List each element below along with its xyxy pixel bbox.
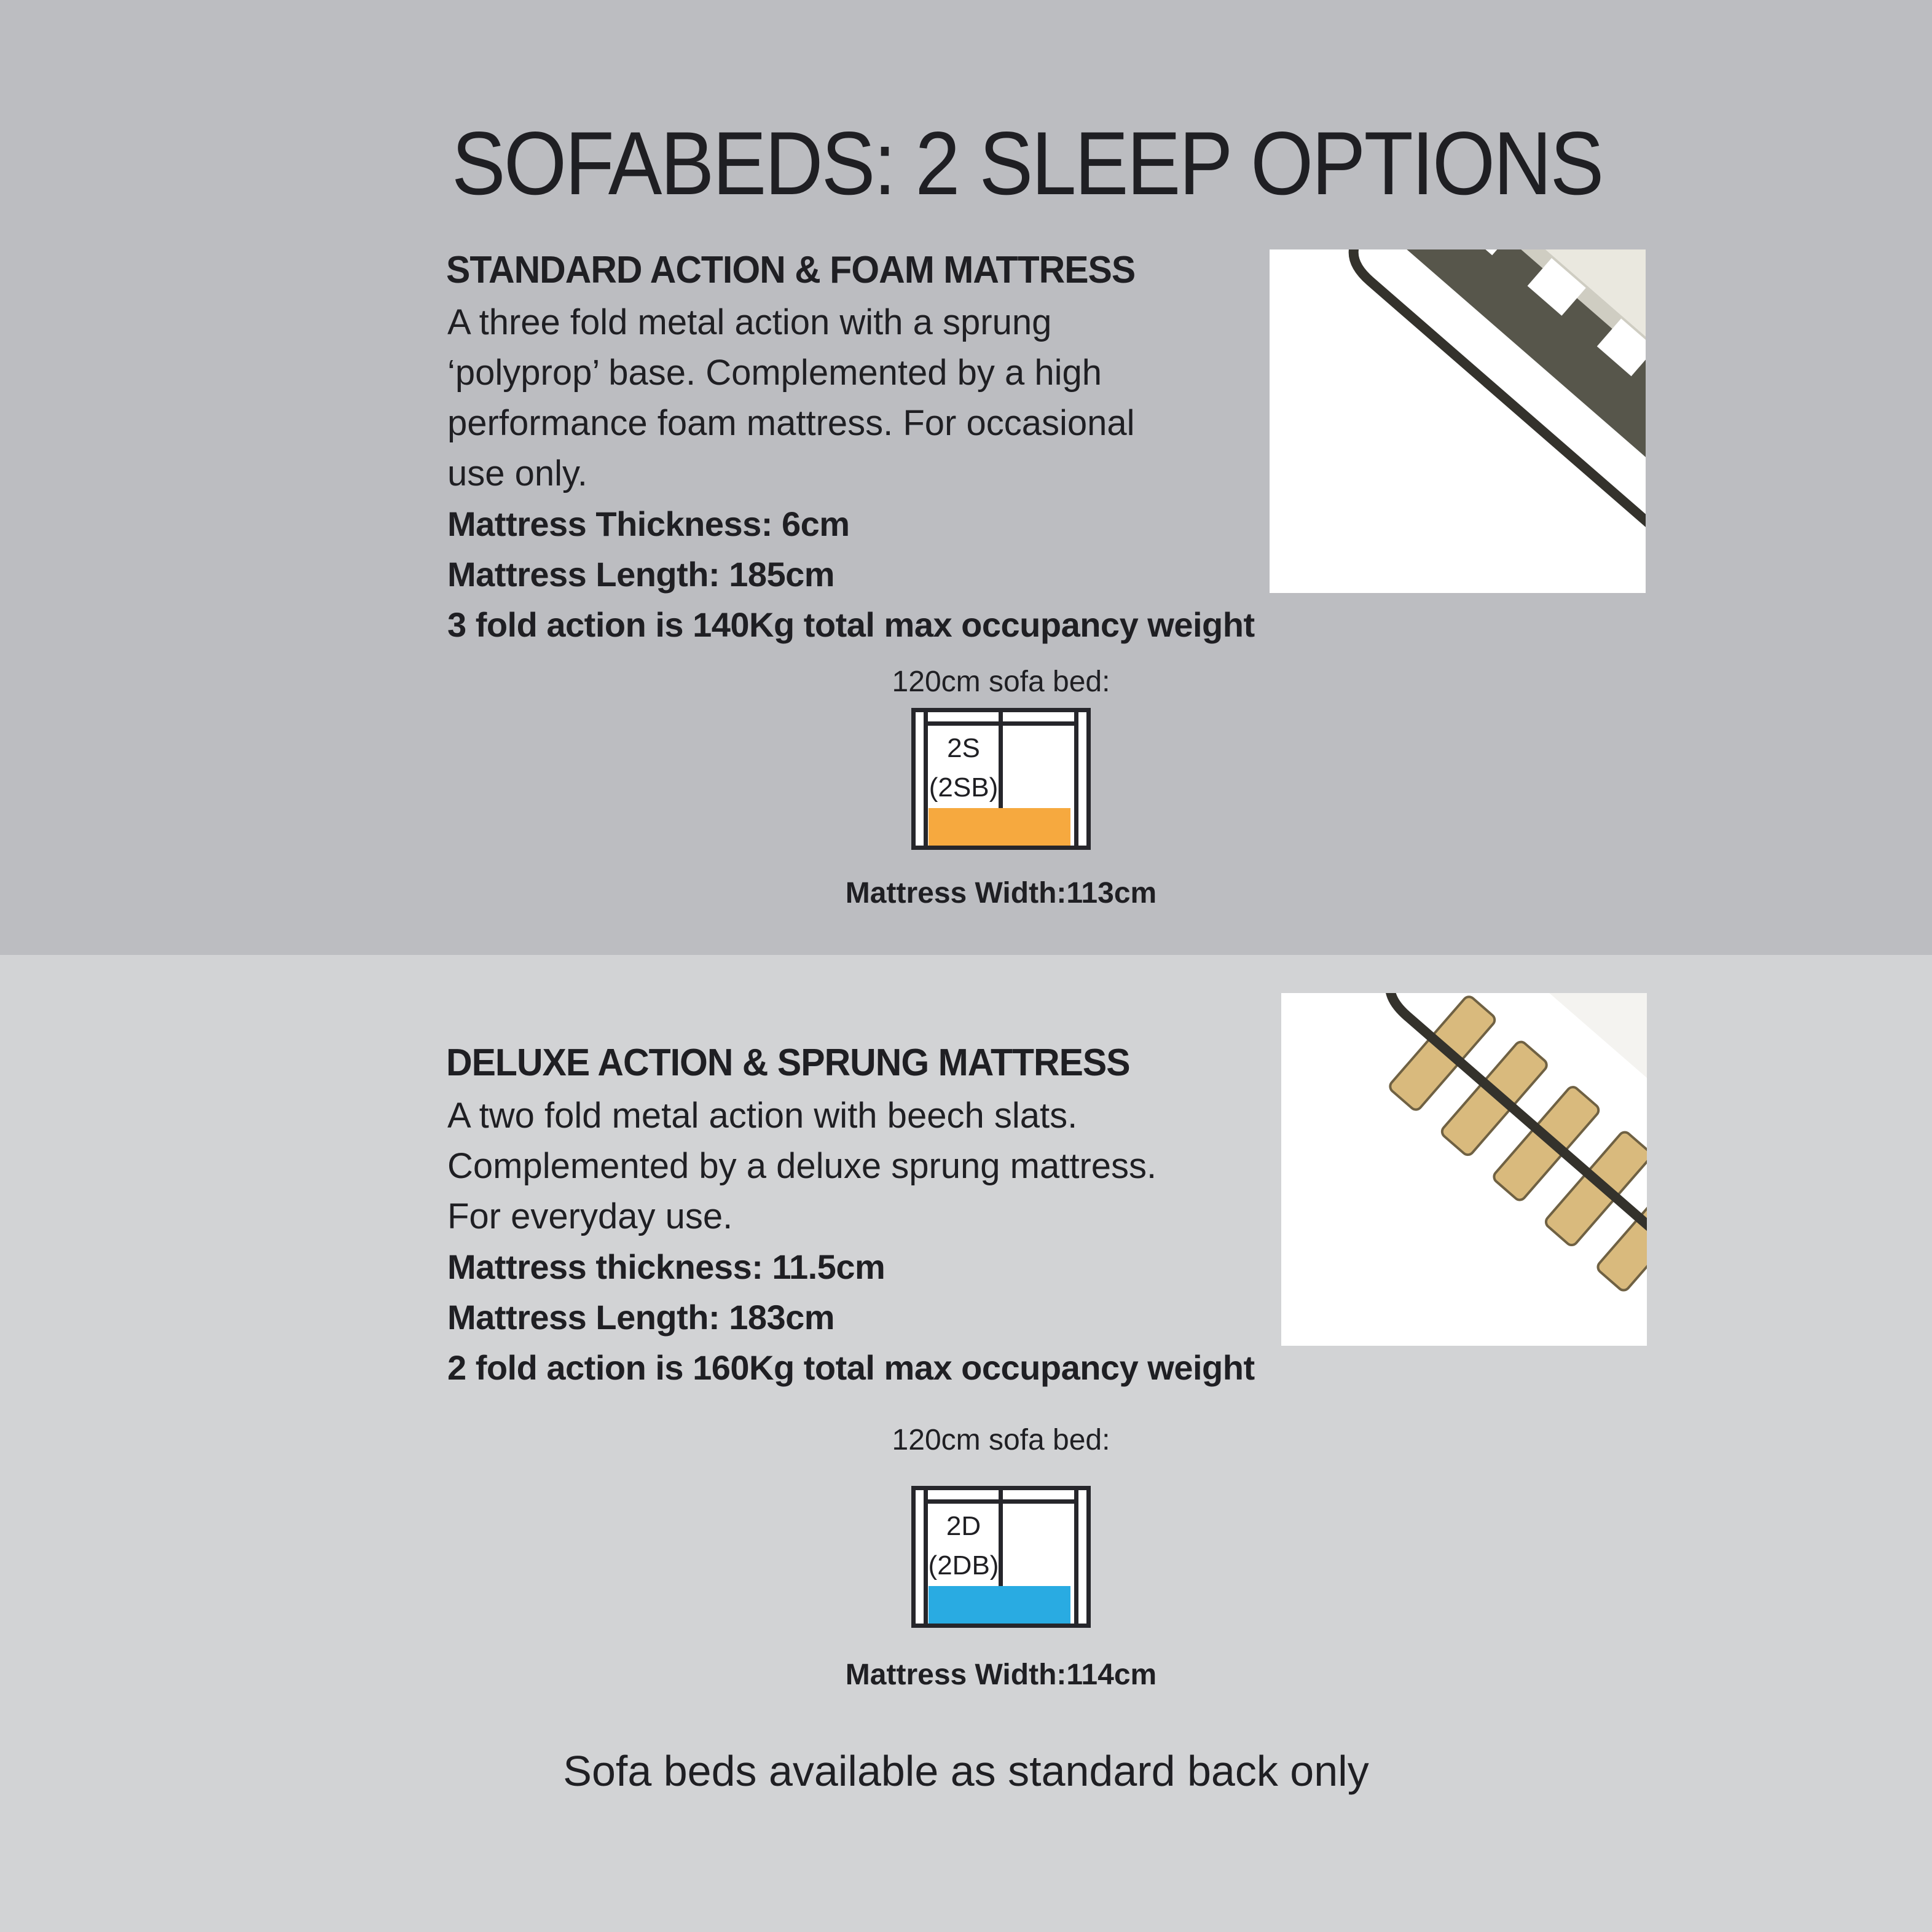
description-line: A two fold metal action with beech slats. — [447, 1096, 1078, 1136]
standard-action-photo — [1270, 249, 1646, 593]
diagram-code-variant: (2SB) — [929, 772, 999, 803]
diagram-label: 120cm sofa bed: — [892, 1424, 1110, 1456]
section-heading-standard: STANDARD ACTION & FOAM MATTRESS — [446, 249, 1136, 291]
spec-mattress-thickness: Mattress Thickness: 6cm — [447, 505, 850, 543]
diagram-right-arm-line — [1074, 712, 1078, 846]
spec-max-occupancy: 2 fold action is 160Kg total max occupancy weight — [447, 1348, 1255, 1387]
description-line: A three fold metal action with a sprung — [447, 302, 1052, 342]
diagram-right-arm-line — [1074, 1490, 1078, 1624]
spec-max-occupancy: 3 fold action is 140Kg total max occupancy weight — [447, 605, 1255, 644]
footer-note: Sofa beds available as standard back only — [563, 1747, 1369, 1795]
description-line: performance foam mattress. For occasional — [447, 403, 1135, 443]
diagram-code-variant: (2DB) — [928, 1550, 999, 1581]
spec-mattress-thickness: Mattress thickness: 11.5cm — [447, 1247, 886, 1286]
deluxe-action-photo — [1281, 993, 1647, 1346]
page-title: SOFABEDS: 2 SLEEP OPTIONS — [452, 113, 1603, 213]
section-heading-deluxe: DELUXE ACTION & SPRUNG MATTRESS — [446, 1042, 1130, 1084]
description-line: Complemented by a deluxe sprung mattress. — [447, 1146, 1157, 1186]
sofa-bed-diagram-deluxe — [911, 1486, 1091, 1628]
description-line: For everyday use. — [447, 1196, 733, 1236]
spec-mattress-length: Mattress Length: 185cm — [447, 555, 835, 594]
mattress-width-bar — [929, 808, 1070, 846]
diagram-code: 2S — [947, 733, 980, 763]
sofa-bed-diagram-standard — [911, 708, 1091, 850]
spec-mattress-length: Mattress Length: 183cm — [447, 1298, 835, 1337]
description-line: use only. — [447, 454, 587, 493]
mattress-width-bar — [929, 1586, 1070, 1624]
diagram-label: 120cm sofa bed: — [892, 666, 1110, 698]
diagram-code: 2D — [946, 1511, 981, 1541]
description-line: ‘polyprop’ base. Complemented by a high — [447, 353, 1102, 393]
diagram-caption: Mattress Width:114cm — [845, 1659, 1157, 1691]
diagram-caption: Mattress Width:113cm — [845, 877, 1157, 909]
